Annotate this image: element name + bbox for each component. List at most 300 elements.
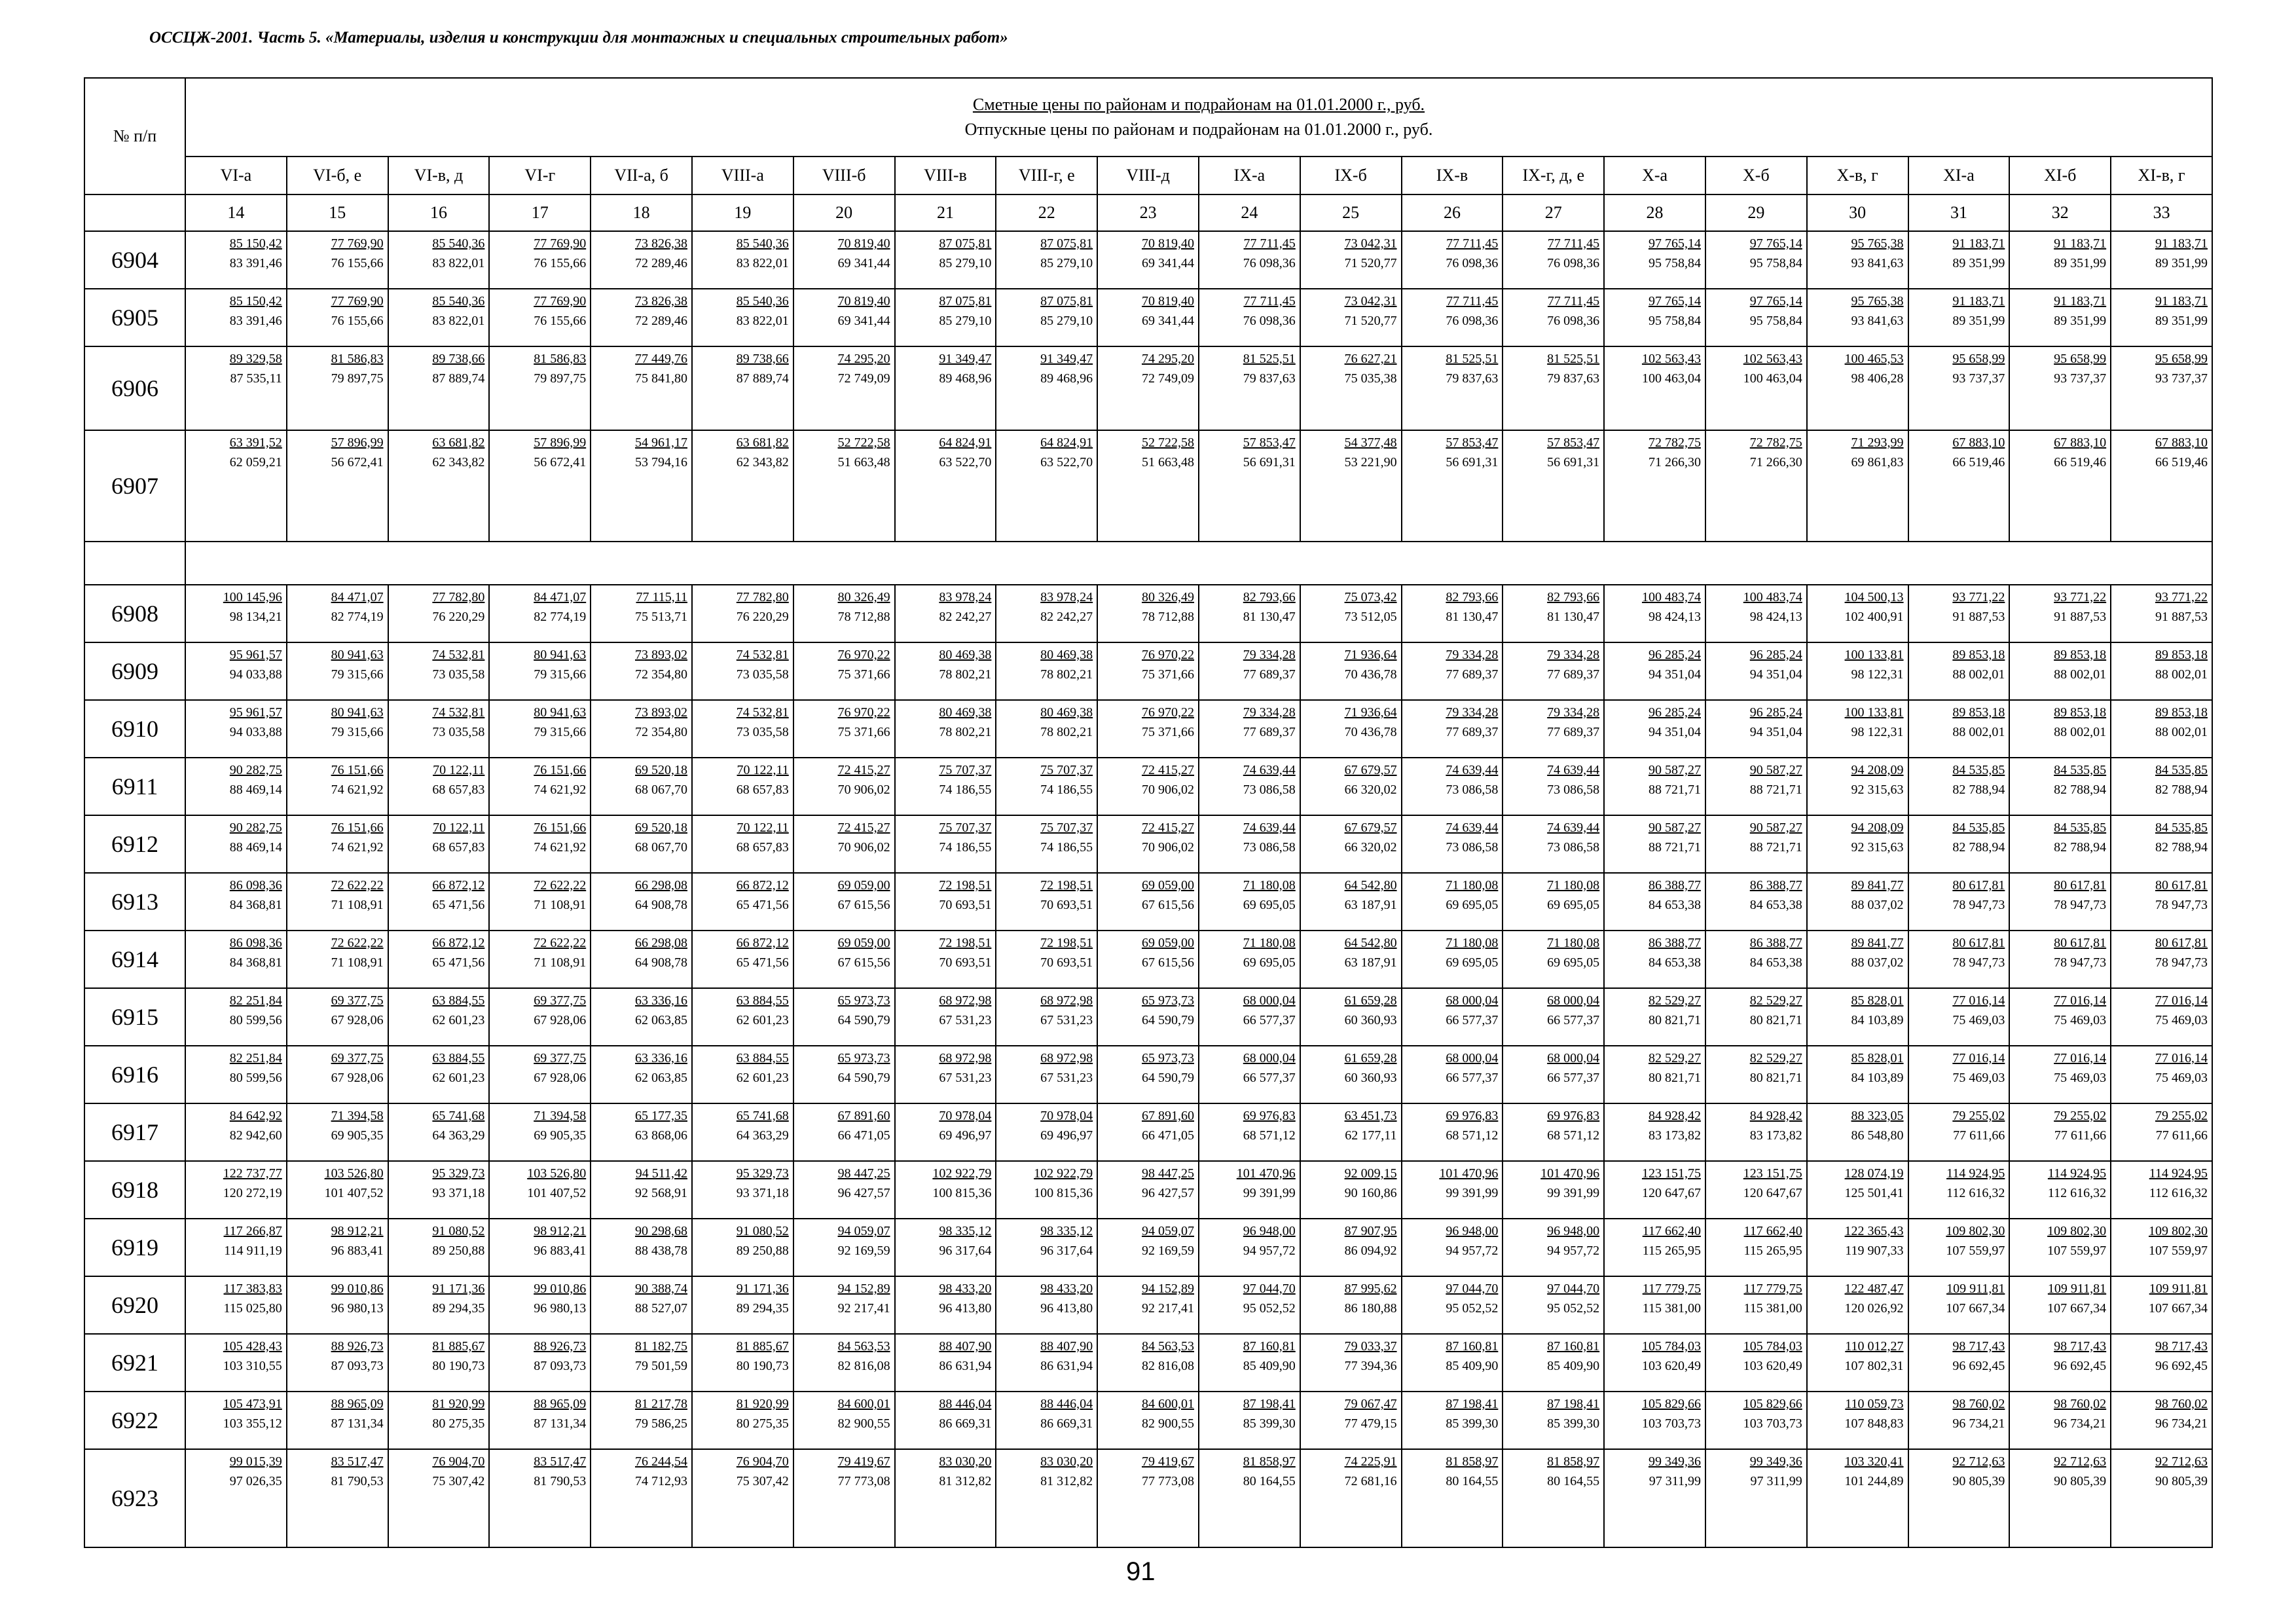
price-cell <box>1807 585 1908 642</box>
release-price: 67 615,56 <box>1141 955 1194 970</box>
estimate-price: 72 198,51 <box>1040 878 1093 893</box>
price-cell <box>185 931 287 988</box>
release-price: 99 391,99 <box>1243 1186 1296 1200</box>
release-price: 93 737,37 <box>1952 371 2005 386</box>
estimate-price: 91 183,71 <box>2054 294 2107 308</box>
estimate-price: 109 802,30 <box>2047 1224 2107 1238</box>
estimate-price: 105 473,91 <box>223 1397 282 1411</box>
release-price: 72 354,80 <box>634 667 687 682</box>
release-price: 83 391,46 <box>229 256 282 270</box>
estimate-price: 96 285,24 <box>1749 648 1802 662</box>
estimate-price: 82 251,84 <box>229 993 282 1008</box>
price-cell <box>895 1219 996 1276</box>
price-cell <box>1097 346 1199 430</box>
release-price: 71 108,91 <box>534 898 587 912</box>
estimate-price: 68 972,98 <box>939 993 992 1008</box>
price-cell <box>692 585 793 642</box>
price-cell <box>287 231 388 289</box>
release-price: 51 663,48 <box>837 455 890 470</box>
price-cell <box>388 700 490 758</box>
price-cell <box>895 1392 996 1449</box>
release-price: 66 471,05 <box>1141 1128 1194 1143</box>
row-number: 6917 <box>84 1103 185 1161</box>
price-cell <box>1604 1103 1705 1161</box>
release-price: 88 002,01 <box>2054 667 2107 682</box>
estimate-price: 109 911,81 <box>1946 1282 2005 1296</box>
estimate-price: 79 067,47 <box>1344 1397 1397 1411</box>
price-cell <box>2111 1392 2212 1449</box>
price-cell <box>1908 1449 2010 1547</box>
estimate-price: 117 383,83 <box>223 1282 282 1296</box>
price-cell <box>1300 430 1402 542</box>
estimate-price: 67 883,10 <box>2155 435 2208 450</box>
estimate-price: 69 377,75 <box>331 993 384 1008</box>
estimate-price: 52 722,58 <box>837 435 890 450</box>
estimate-price: 88 446,04 <box>939 1397 992 1411</box>
release-price: 79 315,66 <box>534 667 587 682</box>
estimate-price: 77 016,14 <box>1952 1051 2005 1065</box>
price-cell <box>388 1161 490 1219</box>
estimate-price: 69 377,75 <box>534 993 587 1008</box>
release-price: 79 501,59 <box>634 1359 687 1373</box>
estimate-price: 87 907,95 <box>1344 1224 1397 1238</box>
estimate-price: 77 711,45 <box>1446 294 1499 308</box>
price-cell <box>1097 758 1199 815</box>
estimate-price: 76 151,66 <box>534 821 587 835</box>
release-price: 66 519,46 <box>2054 455 2107 470</box>
estimate-price: 72 622,22 <box>331 936 384 950</box>
release-price: 86 669,31 <box>939 1416 992 1431</box>
estimate-price: 65 973,73 <box>837 993 890 1008</box>
table-row <box>84 1161 2212 1219</box>
price-cell <box>1097 1449 1199 1547</box>
estimate-price: 70 978,04 <box>939 1109 992 1123</box>
price-cell <box>2009 1219 2111 1276</box>
release-price: 107 667,34 <box>2149 1301 2208 1316</box>
release-price: 83 173,82 <box>1749 1128 1802 1143</box>
price-cell <box>1604 988 1705 1046</box>
price-cell <box>2009 815 2111 873</box>
release-price: 82 788,94 <box>2155 783 2208 797</box>
column-number: 14 <box>185 194 287 231</box>
estimate-price: 87 160,81 <box>1547 1339 1600 1354</box>
release-price: 85 279,10 <box>939 256 992 270</box>
release-price: 101 407,52 <box>324 1186 384 1200</box>
price-cell <box>1300 585 1402 642</box>
release-price: 64 908,78 <box>634 955 687 970</box>
release-price: 86 669,31 <box>1040 1416 1093 1431</box>
release-price: 87 131,34 <box>331 1416 384 1431</box>
release-price: 65 471,56 <box>432 955 485 970</box>
row-number: 6910 <box>84 700 185 758</box>
price-cell <box>793 1334 895 1392</box>
release-price: 80 190,73 <box>736 1359 789 1373</box>
price-cell <box>1807 289 1908 346</box>
price-cell <box>692 642 793 700</box>
row-number: 6919 <box>84 1219 185 1276</box>
release-price: 84 653,38 <box>1749 955 1802 970</box>
estimate-price: 77 016,14 <box>2155 993 2208 1008</box>
price-cell <box>185 231 287 289</box>
price-cell <box>591 430 692 542</box>
price-cell <box>388 346 490 430</box>
price-cell <box>793 1276 895 1334</box>
release-price: 82 942,60 <box>229 1128 282 1143</box>
release-price: 66 577,37 <box>1243 1013 1296 1027</box>
estimate-price: 92 712,63 <box>2054 1454 2107 1469</box>
estimate-price: 81 525,51 <box>1446 352 1499 366</box>
estimate-price: 81 217,78 <box>634 1397 687 1411</box>
estimate-price: 57 896,99 <box>331 435 384 450</box>
estimate-price: 81 182,75 <box>634 1339 687 1354</box>
table-row <box>84 1046 2212 1103</box>
title-estimate: Сметные цены по районам и подрайонам на 01.01.2000 г., руб. <box>972 95 1425 114</box>
estimate-price: 91 183,71 <box>1952 236 2005 251</box>
estimate-price: 71 394,58 <box>331 1109 384 1123</box>
release-price: 56 672,41 <box>534 455 587 470</box>
price-cell <box>1097 700 1199 758</box>
price-cell <box>1807 1334 1908 1392</box>
estimate-price: 63 451,73 <box>1344 1109 1397 1123</box>
price-cell <box>1402 585 1503 642</box>
estimate-price: 70 819,40 <box>1141 236 1194 251</box>
release-price: 67 928,06 <box>331 1071 384 1085</box>
estimate-price: 80 326,49 <box>837 590 890 604</box>
release-price: 96 317,64 <box>939 1244 992 1258</box>
price-cell <box>1705 931 1807 988</box>
release-price: 65 471,56 <box>432 898 485 912</box>
estimate-price: 99 349,36 <box>1749 1454 1802 1469</box>
release-price: 89 468,96 <box>939 371 992 386</box>
price-cell <box>1199 1219 1300 1276</box>
price-cell <box>489 1219 591 1276</box>
price-cell <box>2009 1046 2111 1103</box>
estimate-price: 72 622,22 <box>534 878 587 893</box>
estimate-price: 67 883,10 <box>1952 435 2005 450</box>
release-price: 68 571,12 <box>1547 1128 1600 1143</box>
release-price: 77 689,37 <box>1446 667 1499 682</box>
estimate-price: 88 926,73 <box>534 1339 587 1354</box>
release-price: 88 037,02 <box>1851 898 1904 912</box>
release-price: 96 427,57 <box>1141 1186 1194 1200</box>
price-cell <box>185 1449 287 1547</box>
release-price: 70 693,51 <box>1040 898 1093 912</box>
estimate-price: 71 394,58 <box>534 1109 587 1123</box>
release-price: 79 315,66 <box>331 667 384 682</box>
release-price: 82 900,55 <box>1141 1416 1194 1431</box>
estimate-price: 69 059,00 <box>837 878 890 893</box>
estimate-price: 82 529,27 <box>1648 993 1701 1008</box>
estimate-price: 84 535,85 <box>2155 821 2208 835</box>
estimate-price: 89 841,77 <box>1851 878 1904 893</box>
estimate-price: 72 782,75 <box>1648 435 1701 450</box>
release-price: 89 351,99 <box>2155 256 2208 270</box>
estimate-price: 71 293,99 <box>1851 435 1904 450</box>
estimate-price: 123 151,75 <box>1641 1166 1701 1181</box>
estimate-price: 80 617,81 <box>2155 936 2208 950</box>
estimate-price: 80 469,38 <box>1040 705 1093 720</box>
estimate-price: 96 948,00 <box>1547 1224 1600 1238</box>
release-price: 82 774,19 <box>534 610 587 624</box>
estimate-price: 76 151,66 <box>534 763 587 777</box>
estimate-price: 109 911,81 <box>2149 1282 2208 1296</box>
price-cell <box>996 430 1097 542</box>
row-number: 6911 <box>84 758 185 815</box>
price-cell <box>895 642 996 700</box>
estimate-price: 91 183,71 <box>1952 294 2005 308</box>
price-cell <box>1503 231 1604 289</box>
price-cell <box>1300 231 1402 289</box>
estimate-price: 90 282,75 <box>229 821 282 835</box>
estimate-price: 105 784,03 <box>1641 1339 1701 1354</box>
release-price: 79 315,66 <box>534 725 587 739</box>
estimate-price: 88 965,09 <box>331 1397 384 1411</box>
estimate-price: 81 525,51 <box>1243 352 1296 366</box>
price-cell <box>489 346 591 430</box>
release-price: 97 026,35 <box>229 1474 282 1488</box>
release-price: 66 577,37 <box>1446 1071 1499 1085</box>
price-cell <box>1300 1449 1402 1547</box>
release-price: 119 907,33 <box>1845 1244 1904 1258</box>
estimate-price: 94 208,09 <box>1851 763 1904 777</box>
price-cell <box>2111 231 2212 289</box>
estimate-price: 77 711,45 <box>1446 236 1499 251</box>
estimate-price: 95 658,99 <box>1952 352 2005 366</box>
price-cell <box>1300 700 1402 758</box>
estimate-price: 81 858,97 <box>1547 1454 1600 1469</box>
estimate-price: 103 526,80 <box>527 1166 587 1181</box>
release-price: 72 354,80 <box>634 725 687 739</box>
estimate-price: 68 000,04 <box>1243 993 1296 1008</box>
release-price: 94 033,88 <box>229 725 282 739</box>
estimate-price: 80 617,81 <box>2054 936 2107 950</box>
price-cell <box>793 1161 895 1219</box>
regions-row <box>84 157 2212 194</box>
estimate-price: 74 532,81 <box>432 648 485 662</box>
price-cell <box>2111 1276 2212 1334</box>
price-cell <box>489 988 591 1046</box>
release-price: 107 559,97 <box>2047 1244 2107 1258</box>
estimate-price: 94 152,89 <box>837 1282 890 1296</box>
price-cell <box>1097 1392 1199 1449</box>
estimate-price: 128 074,19 <box>1844 1166 1904 1181</box>
price-cell <box>793 873 895 931</box>
price-cell <box>1300 758 1402 815</box>
price-cell <box>2009 1334 2111 1392</box>
estimate-price: 96 948,00 <box>1446 1224 1499 1238</box>
price-cell <box>1705 346 1807 430</box>
price-cell <box>2111 1103 2212 1161</box>
estimate-price: 110 012,27 <box>1845 1339 1904 1354</box>
estimate-price: 76 970,22 <box>837 705 890 720</box>
release-price: 71 520,77 <box>1344 314 1397 328</box>
estimate-price: 64 824,91 <box>1040 435 1093 450</box>
estimate-price: 76 151,66 <box>331 763 384 777</box>
table-row <box>84 642 2212 700</box>
release-price: 69 905,35 <box>331 1128 384 1143</box>
release-price: 83 822,01 <box>736 256 789 270</box>
estimate-price: 80 941,63 <box>331 648 384 662</box>
estimate-price: 109 802,30 <box>2149 1224 2208 1238</box>
price-cell <box>388 873 490 931</box>
price-cell <box>591 1161 692 1219</box>
region-header: X-в, г <box>1807 157 1908 194</box>
release-price: 66 320,02 <box>1344 783 1397 797</box>
price-cell <box>1503 1392 1604 1449</box>
estimate-price: 89 738,66 <box>432 352 485 366</box>
row-number: 6909 <box>84 642 185 700</box>
price-cell <box>1097 873 1199 931</box>
region-header: VI-г <box>489 157 591 194</box>
estimate-price: 85 150,42 <box>229 236 282 251</box>
release-price: 70 693,51 <box>939 955 992 970</box>
price-cell <box>1402 700 1503 758</box>
estimate-price: 74 639,44 <box>1547 821 1600 835</box>
release-price: 62 601,23 <box>736 1013 789 1027</box>
estimate-price: 76 970,22 <box>837 648 890 662</box>
release-price: 75 371,66 <box>1141 667 1194 682</box>
release-price: 72 289,46 <box>634 256 687 270</box>
release-price: 76 155,66 <box>331 256 384 270</box>
release-price: 112 616,32 <box>2149 1186 2208 1200</box>
release-price: 84 368,81 <box>229 898 282 912</box>
estimate-price: 79 334,28 <box>1446 648 1499 662</box>
price-cell <box>895 1449 996 1547</box>
table-row <box>84 1219 2212 1276</box>
table-row <box>84 585 2212 642</box>
estimate-price: 102 563,43 <box>1743 352 1802 366</box>
estimate-price: 82 529,27 <box>1749 1051 1802 1065</box>
release-price: 96 413,80 <box>939 1301 992 1316</box>
release-price: 77 689,37 <box>1243 725 1296 739</box>
estimate-price: 71 180,08 <box>1243 936 1296 950</box>
estimate-price: 57 853,47 <box>1446 435 1499 450</box>
release-price: 66 577,37 <box>1547 1013 1600 1027</box>
estimate-price: 71 936,64 <box>1344 648 1397 662</box>
estimate-price: 73 826,38 <box>634 294 687 308</box>
release-price: 64 590,79 <box>837 1071 890 1085</box>
estimate-price: 70 978,04 <box>1040 1109 1093 1123</box>
release-price: 75 469,03 <box>2054 1013 2107 1027</box>
price-cell <box>287 1219 388 1276</box>
table-row <box>84 815 2212 873</box>
price-cell <box>692 346 793 430</box>
release-price: 63 522,70 <box>1040 455 1093 470</box>
row-number: 6913 <box>84 873 185 931</box>
release-price: 80 599,56 <box>229 1013 282 1027</box>
estimate-price: 72 198,51 <box>1040 936 1093 950</box>
release-price: 88 721,71 <box>1648 783 1701 797</box>
price-cell <box>1705 289 1807 346</box>
estimate-price: 65 741,68 <box>432 1109 485 1123</box>
release-price: 71 520,77 <box>1344 256 1397 270</box>
release-price: 107 559,97 <box>1946 1244 2005 1258</box>
price-cell <box>1807 873 1908 931</box>
release-price: 68 067,70 <box>634 840 687 855</box>
price-cell <box>2009 1276 2111 1334</box>
price-cell <box>1503 988 1604 1046</box>
release-price: 68 657,83 <box>432 840 485 855</box>
price-cell <box>287 931 388 988</box>
column-number: 21 <box>895 194 996 231</box>
estimate-price: 88 446,04 <box>1040 1397 1093 1411</box>
estimate-price: 79 334,28 <box>1547 648 1600 662</box>
price-cell <box>489 1449 591 1547</box>
release-price: 88 721,71 <box>1648 840 1701 855</box>
price-cell <box>1807 1161 1908 1219</box>
release-price: 67 531,23 <box>1040 1071 1093 1085</box>
estimate-price: 92 712,63 <box>2155 1454 2208 1469</box>
estimate-price: 87 075,81 <box>1040 294 1093 308</box>
release-price: 60 360,93 <box>1344 1071 1397 1085</box>
release-price: 73 035,58 <box>736 725 789 739</box>
price-cell <box>895 430 996 542</box>
column-number: 19 <box>692 194 793 231</box>
price-cell <box>996 700 1097 758</box>
release-price: 78 947,73 <box>1952 955 2005 970</box>
price-cell <box>1908 1334 2010 1392</box>
price-cell <box>1604 642 1705 700</box>
price-table <box>84 77 2213 1548</box>
estimate-price: 66 872,12 <box>736 936 789 950</box>
release-price: 75 307,42 <box>736 1474 789 1488</box>
release-price: 82 242,27 <box>939 610 992 624</box>
table-row <box>84 931 2212 988</box>
column-number: 33 <box>2111 194 2212 231</box>
price-cell <box>1097 1334 1199 1392</box>
estimate-price: 77 711,45 <box>1243 294 1296 308</box>
estimate-price: 63 336,16 <box>634 1051 687 1065</box>
region-header: X-а <box>1604 157 1705 194</box>
estimate-price: 84 535,85 <box>2054 821 2107 835</box>
price-cell <box>996 1219 1097 1276</box>
release-price: 115 381,00 <box>1743 1301 1802 1316</box>
price-cell <box>1402 1276 1503 1334</box>
price-cell <box>2111 700 2212 758</box>
release-price: 74 621,92 <box>331 840 384 855</box>
release-price: 85 399,30 <box>1446 1416 1499 1431</box>
price-cell <box>1807 231 1908 289</box>
estimate-price: 69 520,18 <box>634 821 687 835</box>
estimate-price: 100 133,81 <box>1844 648 1904 662</box>
release-price: 88 002,01 <box>1952 725 2005 739</box>
estimate-price: 89 853,18 <box>1952 648 2005 662</box>
release-price: 76 098,36 <box>1446 314 1499 328</box>
price-cell <box>1503 1334 1604 1392</box>
price-cell <box>1199 585 1300 642</box>
estimate-price: 75 707,37 <box>1040 821 1093 835</box>
estimate-price: 54 377,48 <box>1344 435 1397 450</box>
estimate-price: 102 563,43 <box>1641 352 1701 366</box>
release-price: 76 155,66 <box>534 314 587 328</box>
estimate-price: 72 415,27 <box>1141 821 1194 835</box>
price-cell <box>2111 1219 2212 1276</box>
estimate-price: 70 819,40 <box>1141 294 1194 308</box>
price-cell <box>1604 585 1705 642</box>
estimate-price: 109 911,81 <box>2047 1282 2107 1296</box>
estimate-price: 89 853,18 <box>2155 648 2208 662</box>
release-price: 96 883,41 <box>534 1244 587 1258</box>
release-price: 69 695,05 <box>1243 898 1296 912</box>
price-cell <box>287 1161 388 1219</box>
estimate-price: 52 722,58 <box>1141 435 1194 450</box>
price-cell <box>1908 873 2010 931</box>
price-cell <box>996 988 1097 1046</box>
price-cell <box>1604 346 1705 430</box>
release-price: 76 155,66 <box>331 314 384 328</box>
release-price: 75 469,03 <box>2155 1013 2208 1027</box>
price-cell <box>2111 873 2212 931</box>
